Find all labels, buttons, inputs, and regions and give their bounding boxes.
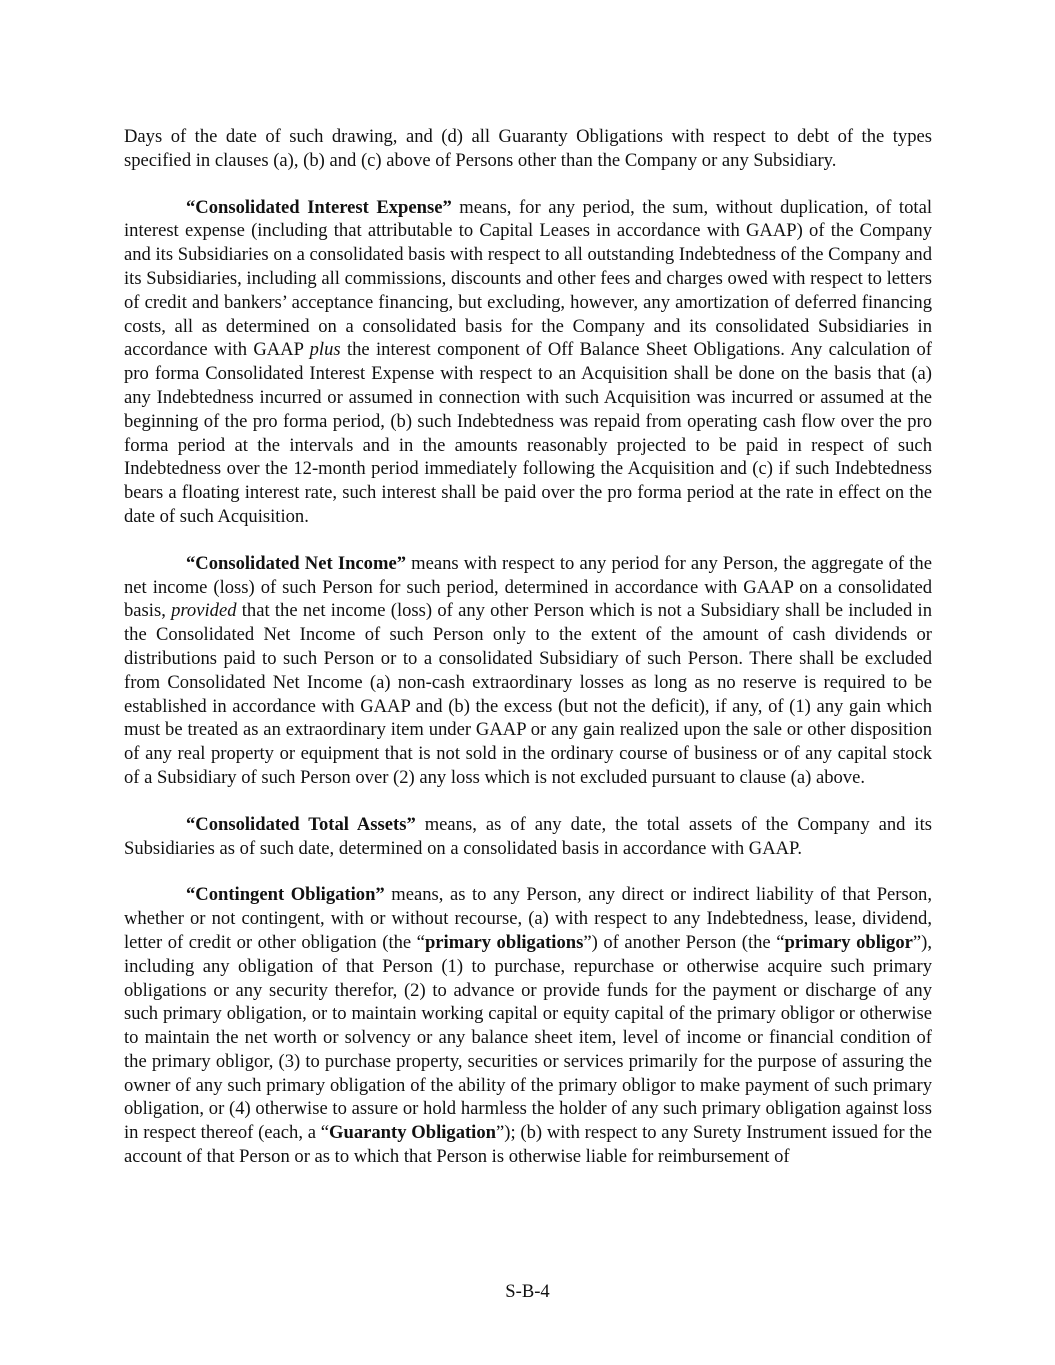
emphasis-text: plus xyxy=(309,339,341,361)
definition-text: the interest component of Off Balance Sheet Obligations. Any calculation of pro forma Consolidated Interest Expense with respect to an Acquisition shall be done on the basis that (a) any Indebtedness incurred or assumed in connection with such Acquisition was incurred or assumed at the beginning of the pro forma period, (b) such Indebtedness was repaid from operating cash flow over the pro forma period at the intervals and in the amounts reasonably projected to be paid in respect of such Indebtedness over the 12-month period immediately following the Acquisition and (c) if such Indebtedness bears a floating interest rate, such interest shall be paid over the pro forma period at the rate in effect on the date of such Acquisition. xyxy=(124,339,932,527)
definition-consolidated-net-income xyxy=(124,552,932,790)
definition-text: means, as to any Person, any direct or indirect liability of that Person, whether or not contingent, with or without recourse, (a) with respect to any Indebtedness, lease, dividend, letter of credit or other obligation (the “ xyxy=(124,884,932,953)
definition-contingent-obligation xyxy=(124,883,932,1169)
defined-term: Guaranty Obligation xyxy=(329,1122,496,1144)
defined-term: “Consolidated Interest Expense” xyxy=(186,196,452,218)
defined-term: primary obligations xyxy=(424,931,584,953)
defined-term: primary obligor xyxy=(784,931,913,953)
definition-consolidated-interest-expense xyxy=(124,196,932,529)
page-number: S-B-4 xyxy=(505,1281,550,1302)
defined-term: “Consolidated Net Income” xyxy=(186,552,406,574)
emphasis-text: provided xyxy=(171,600,237,622)
definition-consolidated-total-assets xyxy=(124,813,932,861)
definition-text: that the net income (loss) of any other Person which is not a Subsidiary shall be included in the Consolidated Net Income of such Person only to the extent of the amount of cash dividends or distributions paid to such Person or to a consolidated Subsidiary of such Person. There shall be excluded from Consolidated Net Income (a) non-cash extraordinary losses as long as no reserve is required to be established in accordance with GAAP and (b) the excess (but not the deficit), if any, of (1) any gain which must be treated as an extraordinary item under GAAP or any gain realized upon the sale or other disposition of any real property or equipment that is not sold in the ordinary course of business or of any capital stock of a Subsidiary of such Person over (2) any loss which is not excluded pursuant to clause (a) above. xyxy=(124,600,932,788)
definition-text: means, for any period, the sum, without duplication, of total interest expense (including that attributable to Capital Leases in accordance with GAAP) of the Company and its Subsidiaries on a consolidated basis with respect to all outstanding Indebtedness of the Company and its Subsidiaries, including all commissions, discounts and other fees and charges owed with respect to letters of credit and bankers’ acceptance financing, but excluding, however, any amortization of deferred financing costs, all as determined on a consolidated basis for the Company and its consolidated Subsidiaries in accordance with GAAP xyxy=(124,196,932,361)
definition-text: ”); (b) with respect to any Surety Instrument issued for the account of that Person or as to which that Person is otherwise liable for reimbursement of xyxy=(124,1122,932,1168)
definition-text: means with respect to any period for any Person, the aggregate of the net income (loss) of such Person for such period, determined in accordance with GAAP on a consolidated basis, xyxy=(124,552,932,622)
definition-text: ”) of another Person (the “ xyxy=(583,931,785,953)
document-page xyxy=(124,125,932,1192)
definition-text: means, as of any date, the total assets of the Company and its Subsidiaries as of such date, determined on a consolidated basis in accordance with GAAP. xyxy=(124,813,932,859)
definition-text: ”), including any obligation of that Person (1) to purchase, repurchase or otherwise acquire such primary obligations or any security therefor, (2) to advance or provide funds for the payment or discharge of any such primary obligation, or to maintain working capital or equity capital of the primary obligor or otherwise to maintain the net worth or solvency or any balance sheet item, level of income or financial condition of the primary obligor, (3) to purchase property, securities or services primarily for the purpose of assuring the owner of any such primary obligation of the ability of the primary obligor to make payment of such primary obligation, or (4) otherwise to assure or hold harmless the holder of any such primary obligation against loss in respect thereof (each, a “ xyxy=(124,931,932,1144)
defined-term: “Consolidated Total Assets” xyxy=(186,813,416,835)
paragraph-text: Days of the date of such drawing, and (d) all Guaranty Obligations with respect to debt of the types specified in clauses (a), (b) and (c) above of Persons other than the Company or any Subsidiary. xyxy=(124,126,932,171)
paragraph-continuation xyxy=(124,125,932,173)
defined-term: “Contingent Obligation” xyxy=(186,884,385,906)
